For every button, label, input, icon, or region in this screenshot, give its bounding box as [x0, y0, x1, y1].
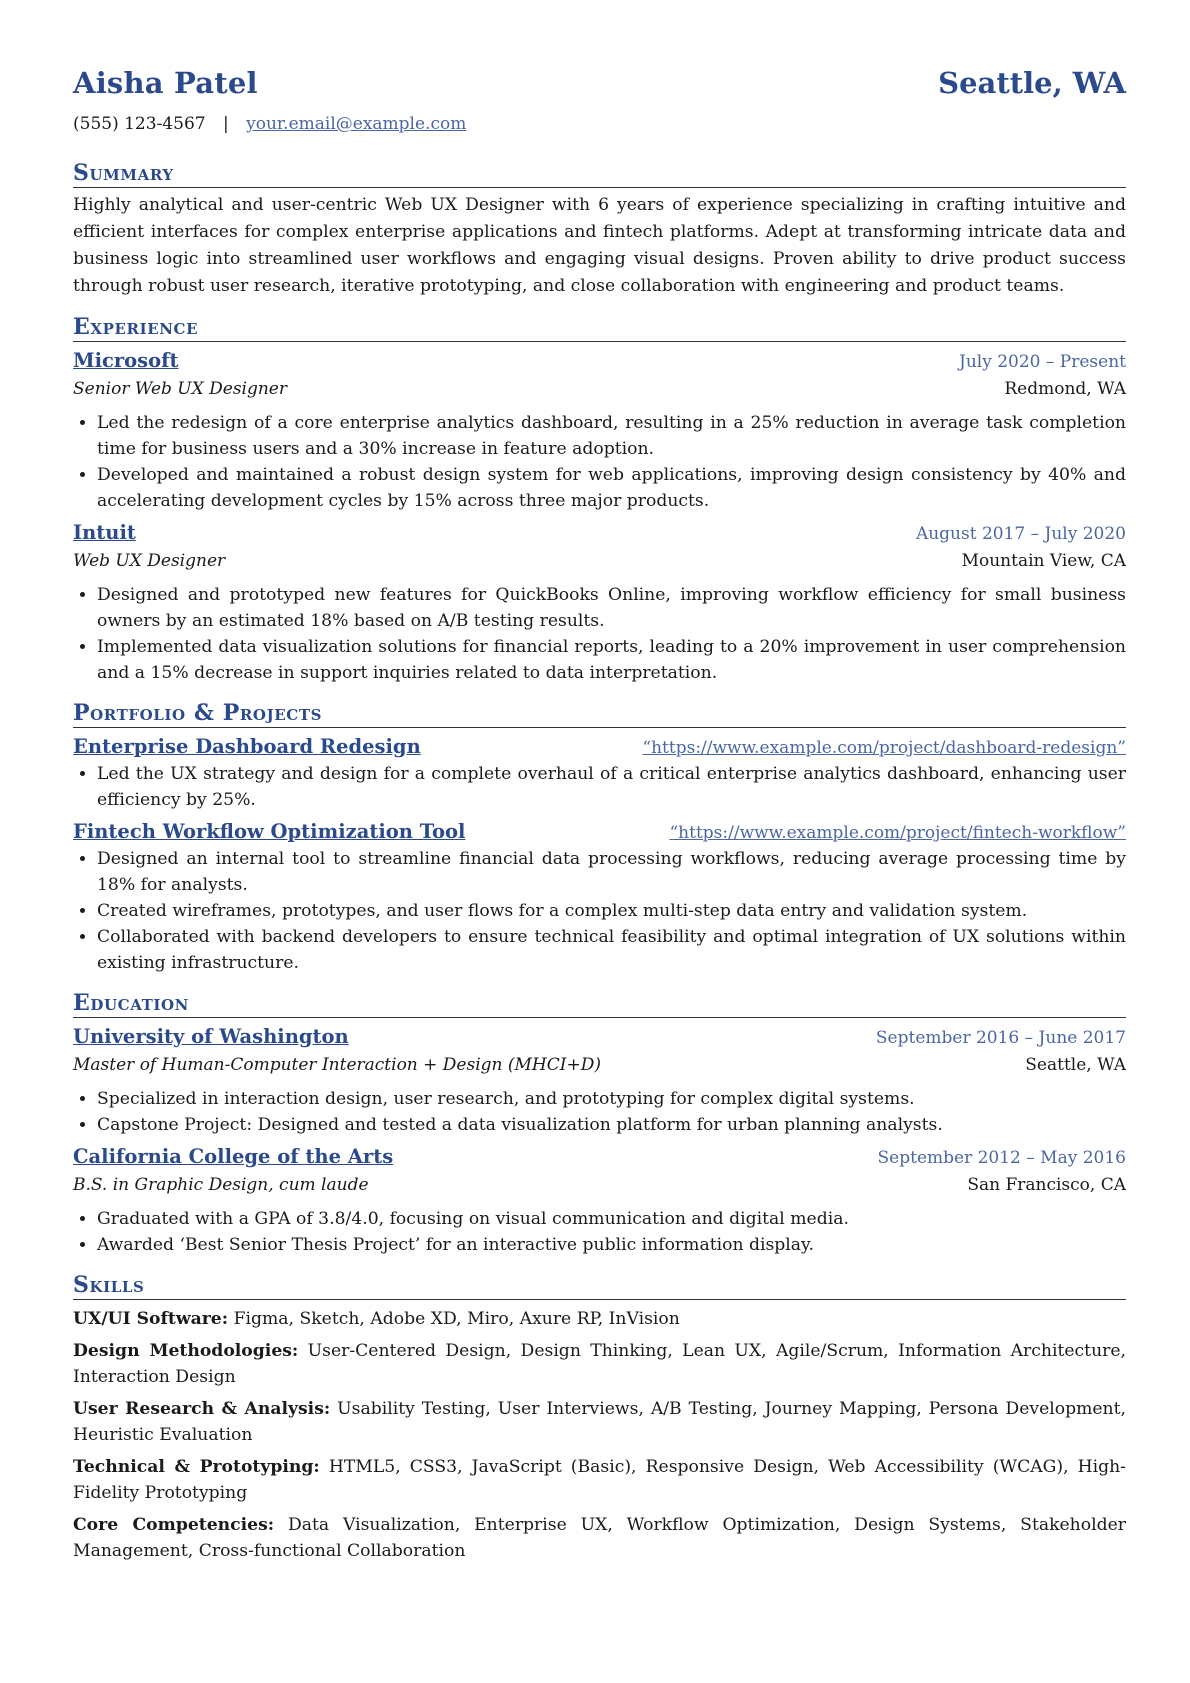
degree: B.S. in Graphic Design, cum laude	[73, 1175, 369, 1195]
section-title-skills: Skills	[73, 1272, 1126, 1300]
contact-separator: |	[222, 114, 229, 134]
candidate-name: Aisha Patel	[73, 66, 258, 100]
skill-row	[73, 1454, 1126, 1506]
project-name-link[interactable]: Enterprise Dashboard Redesign	[73, 735, 421, 758]
skill-row	[73, 1512, 1126, 1564]
skill-row	[73, 1306, 1126, 1332]
bullet-item: • Designed and prototyped new features for QuickBooks Online, improving workflow efficiency for small business owners by an estimated 18% based on A/B testing results.	[97, 582, 1126, 634]
skill-value: Data Visualization, Enterprise UX, Workflow Optimization, Design Systems, Stakeholder Management, Cross-functional Collaboration	[73, 1515, 1126, 1561]
job-location: Redmond, WA	[1004, 379, 1126, 399]
bullet-item: • Awarded ‘Best Senior Thesis Project’ for an interactive public information display.	[97, 1232, 1126, 1258]
summary-section	[73, 160, 1126, 300]
school-location: San Francisco, CA	[967, 1175, 1126, 1195]
project-url-link[interactable]: “https://www.example.com/project/fintech-workflow”	[669, 823, 1126, 843]
project-entry	[73, 817, 1126, 976]
company-link[interactable]: Microsoft	[73, 349, 179, 372]
resume-page	[73, 66, 1126, 1564]
employment-dates: July 2020 – Present	[959, 352, 1126, 372]
candidate-location: Seattle, WA	[938, 66, 1126, 100]
projects-section	[73, 700, 1126, 976]
skill-value: HTML5, CSS3, JavaScript (Basic), Responsive Design, Web Accessibility (WCAG), High-Fidelity Prototyping	[73, 1457, 1126, 1503]
skill-value: Figma, Sketch, Adobe XD, Miro, Axure RP, InVision	[233, 1309, 680, 1329]
section-title-education: Education	[73, 990, 1126, 1018]
education-section	[73, 990, 1126, 1258]
bullet-list	[73, 1206, 1126, 1258]
company-link[interactable]: Intuit	[73, 521, 136, 544]
bullet-item: • Designed an internal tool to streamline financial data processing workflows, reducing average processing time by 18% for analysts.	[97, 846, 1126, 898]
bullet-item: • Graduated with a GPA of 3.8/4.0, focusing on visual communication and digital media.	[97, 1206, 1126, 1232]
bullet-list	[73, 410, 1126, 514]
school-location: Seattle, WA	[1025, 1055, 1126, 1075]
education-dates: September 2016 – June 2017	[875, 1028, 1126, 1048]
skill-label: Technical & Prototyping:	[73, 1457, 320, 1477]
bullet-item: • Specialized in interaction design, user research, and prototyping for complex digital systems.	[97, 1086, 1126, 1112]
bullet-item: • Implemented data visualization solutions for financial reports, leading to a 20% improvement in user comprehension and a 15% decrease in support inquiries related to data interpretation.	[97, 634, 1126, 686]
summary-text: Highly analytical and user-centric Web UX Designer with 6 years of experience specializing in crafting intuitive and efficient interfaces for complex enterprise applications and fintech platforms. Adept at transforming intricate data and business logic into streamlined user workflows and engaging visual designs. Proven ability to drive product success through robust user research, iterative prototyping, and close collaboration with engineering and product teams.	[73, 195, 1126, 296]
bullet-item: • Capstone Project: Designed and tested a data visualization platform for urban planning analysts.	[97, 1112, 1126, 1138]
section-title-experience: Experience	[73, 314, 1126, 342]
bullet-list	[73, 582, 1126, 686]
phone-number: (555) 123-4567	[73, 114, 206, 134]
skill-label: Core Competencies:	[73, 1515, 275, 1535]
job-location: Mountain View, CA	[961, 551, 1126, 571]
skill-value: Usability Testing, User Interviews, A/B Testing, Journey Mapping, Persona Development, Heuristic Evaluation	[73, 1399, 1126, 1445]
employment-dates: August 2017 – July 2020	[915, 524, 1126, 544]
skill-row	[73, 1338, 1126, 1390]
project-entry	[73, 732, 1126, 813]
job-title: Senior Web UX Designer	[73, 379, 287, 399]
skill-label: UX/UI Software:	[73, 1309, 229, 1329]
bullet-item: • Created wireframes, prototypes, and user flows for a complex multi-step data entry and validation system.	[97, 898, 1126, 924]
bullet-item: • Led the redesign of a core enterprise analytics dashboard, resulting in a 25% reduction in average task completion time for business users and a 30% increase in feature adoption.	[97, 410, 1126, 462]
project-url-link[interactable]: “https://www.example.com/project/dashboard-redesign”	[642, 738, 1126, 758]
project-name-link[interactable]: Fintech Workflow Optimization Tool	[73, 820, 466, 843]
school-link[interactable]: University of Washington	[73, 1025, 349, 1048]
bullet-item: • Led the UX strategy and design for a complete overhaul of a critical enterprise analytics dashboard, enhancing user efficiency by 25%.	[97, 761, 1126, 813]
experience-entry	[73, 518, 1126, 686]
experience-section	[73, 314, 1126, 686]
bullet-item: • Developed and maintained a robust design system for web applications, improving design consistency by 40% and accelerating development cycles by 15% across three major products.	[97, 462, 1126, 514]
section-title-summary: Summary	[73, 160, 1126, 188]
bullet-list	[73, 761, 1126, 813]
bullet-list	[73, 1086, 1126, 1138]
job-title: Web UX Designer	[73, 551, 226, 571]
skill-row	[73, 1396, 1126, 1448]
experience-entry	[73, 346, 1126, 514]
education-entry	[73, 1142, 1126, 1258]
bullet-list	[73, 846, 1126, 976]
skill-label: User Research & Analysis:	[73, 1399, 331, 1419]
resume-header	[73, 66, 1126, 112]
contact-line	[73, 114, 1126, 146]
skills-section	[73, 1272, 1126, 1564]
school-link[interactable]: California College of the Arts	[73, 1145, 394, 1168]
degree: Master of Human-Computer Interaction + Design (MHCI+D)	[73, 1055, 601, 1075]
section-title-projects: Portfolio & Projects	[73, 700, 1126, 728]
education-dates: September 2012 – May 2016	[877, 1148, 1126, 1168]
education-entry	[73, 1022, 1126, 1138]
skill-value: User-Centered Design, Design Thinking, Lean UX, Agile/Scrum, Information Architecture, Interaction Design	[73, 1341, 1126, 1387]
bullet-item: • Collaborated with backend developers to ensure technical feasibility and optimal integration of UX solutions within existing infrastructure.	[97, 924, 1126, 976]
email-link[interactable]: your.email@example.com	[246, 114, 467, 134]
skill-label: Design Methodologies:	[73, 1341, 299, 1361]
